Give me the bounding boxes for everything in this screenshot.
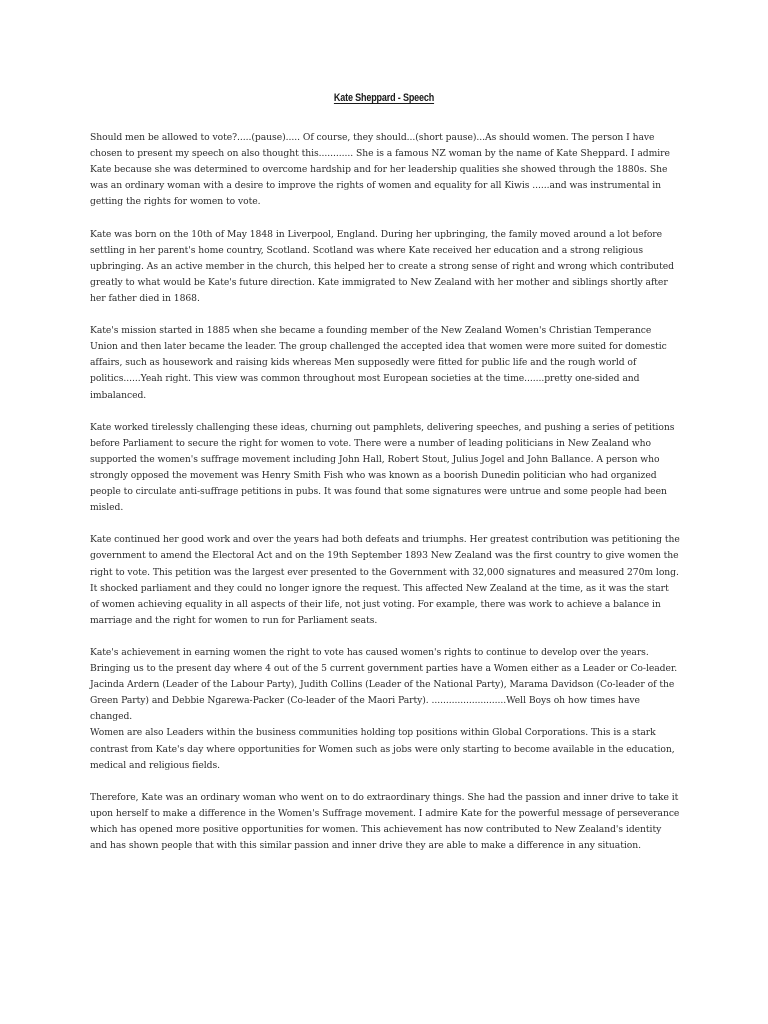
paragraph-business-leaders: Women are also Leaders within the business communities holding top positions within Global Corporations. This is a stark contrast from Kate's day where opportunities for Women such as jobs were only starting to become available in the education, medical and religious fields.	[90, 727, 675, 771]
paragraph-early-life: Kate was born on the 10th of May 1848 in Liverpool, England. During her upbringing, the family moved around a lot before settling in her parent's home country, Scotland. Scotland was where Kate received her education and a strong religious upbringing. As an active member in the church, this helped her to create a strong sense of right and wrong which contributed greatly to what would be Kate's future direction. Kate immigrated to New Zealand with her mother and siblings shortly after her father died in 1868.	[90, 228, 675, 304]
document-title: Kate Sheppard - Speech	[333, 92, 435, 104]
paragraph-conclusion: Therefore, Kate was an ordinary woman who went on to do extraordinary things. She had the passion and inner drive to take it upon herself to make a difference in the Women's Suffrage movement. I admire Kate for the powerful message of perseverance which has opened more positive opportunities for women. This achievement has now contributed to New Zealand's identity and has shown people that with this similar passion and inner drive they are able to make a difference in any situation.	[90, 791, 680, 852]
paragraph-intro: Should men be allowed to vote?.....(pause)..... Of course, they should...(short pause)...As should women. The person I have chosen to present my speech on also thought this............ She is a famous NZ woman by the name of Kate Sheppard. I admire Kate because she was determined to overcome hardship and for her leadership qualities she showed through the 1880s. She was an ordinary woman with a desire to improve the rights of women and equality for all Kiwis ......and was instrumental in getting the rights for women to vote.	[90, 132, 670, 208]
paragraph-triumph: Kate continued her good work and over the years had both defeats and triumphs. Her greatest contribution was petitioning the government to amend the Electoral Act and on the 19th September 1893 New Zealand was the first country to give women the right to vote. This petition was the largest ever presented to the Government with 32,000 signatures and measured 270m long. It shocked parliament and they could no longer ignore the request. This affected New Zealand at the time, as it was the start of women achieving equality in all aspects of their life, not just voting. For example, there was work to achieve a balance in marriage and the right for women to run for Parliament seats.	[90, 534, 680, 626]
document-body	[90, 130, 680, 870]
paragraph-petitions: Kate worked tirelessly challenging these ideas, churning out pamphlets, delivering speeches, and pushing a series of petitions before Parliament to secure the right for women to vote. There were a number of leading politicians in New Zealand who supported the women's suffrage movement including John Hall, Robert Stout, Julius Jogel and John Ballance. A person who strongly opposed the movement was Henry Smith Fish who was known as a boorish Dunedin politician who had organized people to circulate anti-suffrage petitions in pubs. It was found that some signatures were untrue and some people had been misled.	[90, 421, 675, 514]
paragraph-legacy: Kate's achievement in earning women the right to vote has caused women's rights to continue to develop over the years. Bringing us to the present day where 4 out of the 5 current government parties have a Women either as a Leader or Co-leader. Jacinda Ardern (Leader of the Labour Party), Judith Collins (Leader of the National Party), Marama Davidson (Co-leader of the Green Party) and Debbie Ngarewa-Packer (Co-leader of the Maori Party). ..........................Well Boys oh how times have changed.	[90, 647, 678, 723]
paragraph-mission: Kate's mission started in 1885 when she became a founding member of the New Zealand Women's Christian Temperance Union and then later became the leader. The group challenged the accepted idea that women were more suited for domestic affairs, such as housework and raising kids whereas Men supposedly were fitted for public life and the rough world of politics......Yeah right. This view was common throughout most European societies at the time.......pretty one-sided and imbalanced.	[90, 325, 667, 401]
